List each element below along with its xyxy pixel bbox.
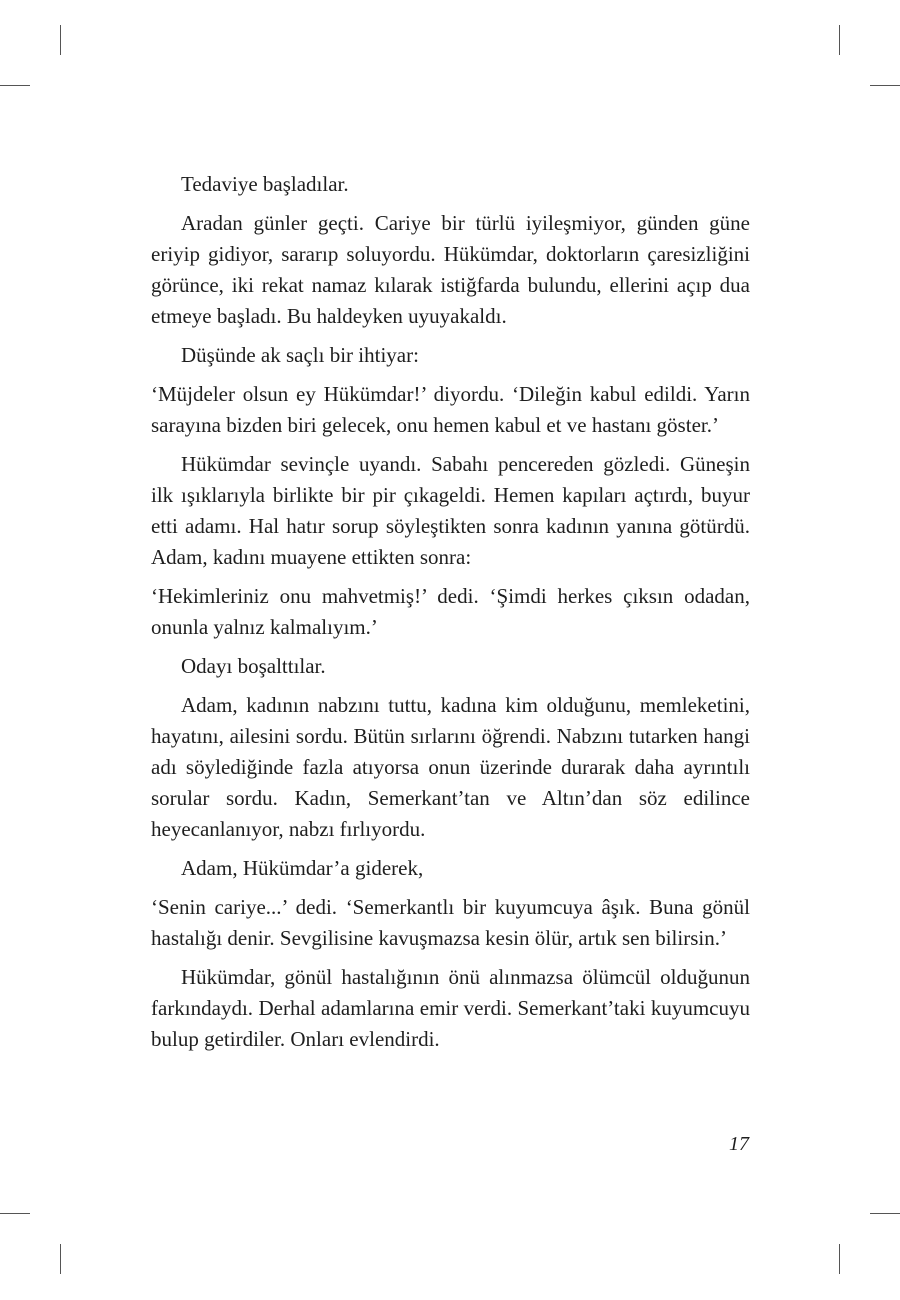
crop-mark-top-left: [60, 25, 61, 55]
crop-mark-top-right-h: [870, 85, 900, 86]
crop-mark-bottom-right: [839, 1244, 840, 1274]
paragraph: Odayı boşalttılar.: [181, 653, 326, 678]
crop-mark-bottom-left-h: [0, 1213, 30, 1214]
paragraph: Aradan günler geçti. Cariye bir türlü iyileşmiyor, günden güne eriyip gidiyor, sararıp soluyordu. Hükümdar, doktorların çaresizliğini görünce, iki rekat namaz kılarak istiğfarda bulundu, ellerini açıp dua etmeye başladı. Bu haldeyken uyuyakaldı.: [151, 210, 750, 329]
dialogue-paragraph: ‘Müjdeler olsun ey Hükümdar!’ diyordu. ‘Dileğin kabul edildi. Yarın sarayına bizden biri gelecek, onu hemen kabul et ve hastanı göster.’: [151, 381, 750, 437]
paragraph: Hükümdar, gönül hastalığının önü alınmazsa ölümcül olduğunun farkındaydı. Derhal adamlarına emir verdi. Semerkant’taki kuyumcuyu bulup getirdiler. Onları evlendirdi.: [151, 964, 750, 1052]
page-body: [151, 169, 750, 1063]
paragraph: Hükümdar sevinçle uyandı. Sabahı pencereden gözledi. Güneşin ilk ışıklarıyla birlikte bir pir çıkageldi. Hemen kapıları açtırdı, buyur etti adamı. Hal hatır sorup söyleştikten sonra kadının yanına götürdü. Adam, kadını muayene ettikten sonra:: [151, 451, 750, 570]
crop-mark-top-right: [839, 25, 840, 55]
paragraph: Adam, kadının nabzını tuttu, kadına kim olduğunu, memleketini, hayatını, ailesini sordu. Bütün sırlarını öğrendi. Nabzını tutarken hangi adı söylediğinde fazla atıyorsa onun üzerinde durarak daha ayrıntılı sorular sordu. Kadın, Semerkant’tan ve Altın’dan söz edilince heyecanlanıyor, nabzı fırlıyordu.: [151, 692, 750, 842]
crop-mark-top-left-h: [0, 85, 30, 86]
paragraph: Adam, Hükümdar’a giderek,: [181, 856, 424, 881]
dialogue-paragraph: ‘Senin cariye...’ dedi. ‘Semerkantlı bir kuyumcuya âşık. Buna gönül hastalığı denir. Sevgilisine kavuşmazsa kesin ölür, artık sen bilirsin.’: [151, 894, 750, 950]
crop-mark-bottom-left: [60, 1244, 61, 1274]
paragraph: Düşünde ak saçlı bir ihtiyar:: [181, 343, 419, 368]
dialogue-paragraph: ‘Hekimleriniz onu mahvetmiş!’ dedi. ‘Şimdi herkes çıksın odadan, onunla yalnız kalmalıyım.’: [151, 583, 750, 640]
page-number: 17: [729, 1133, 749, 1155]
crop-mark-bottom-right-h: [870, 1213, 900, 1214]
paragraph: Tedaviye başladılar.: [181, 172, 349, 196]
